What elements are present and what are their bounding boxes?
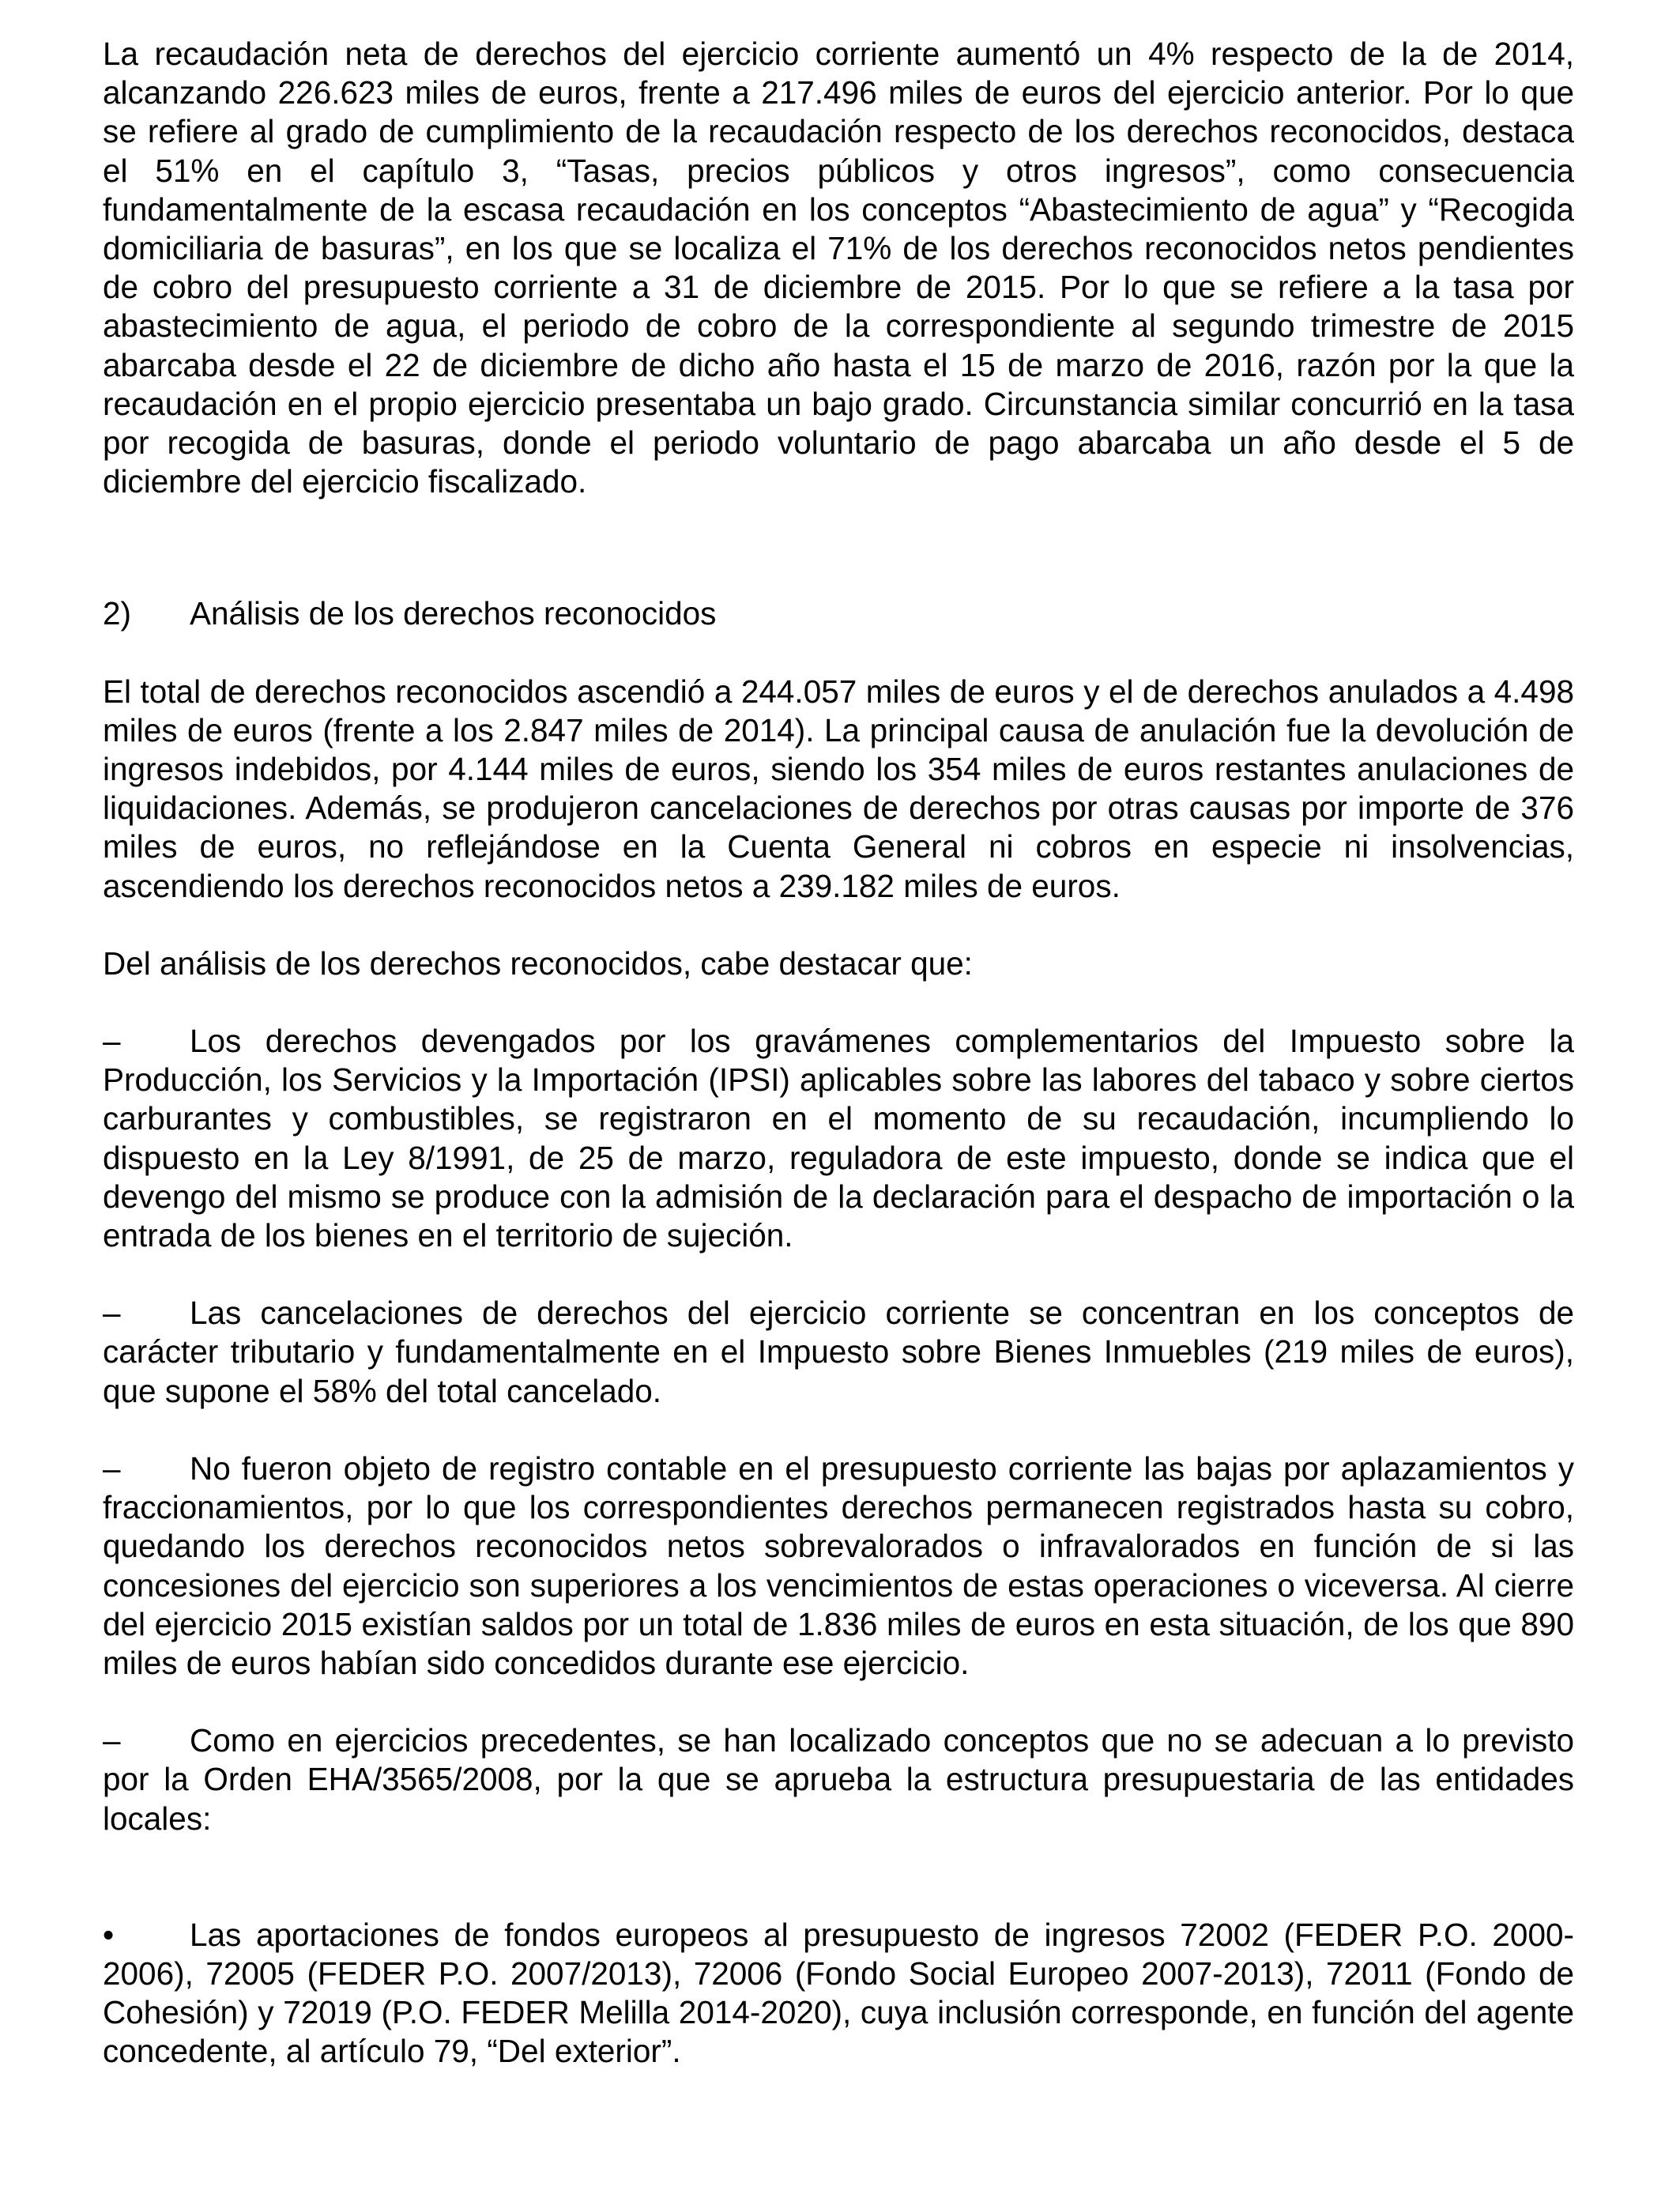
spacer — [103, 906, 1574, 944]
bullet-item-text: Las aportaciones de fondos europeos al presupuesto de ingresos 72002 (FEDER P.O. 2000-2006), 72005 (FEDER P.O. 2007/2013), 72006 (Fondo Social Europeo 2007-2013), 72011 (Fondo de Cohesión) y 72019 (P.O. FEDER Melilla 2014-2020), cuya inclusión corresponde, en función del agente concedente, al artículo 79, “Del exterior”. — [103, 1916, 1574, 2070]
spacer — [103, 501, 1574, 594]
bullet-marker: • — [103, 1916, 115, 1953]
spacer — [103, 983, 1574, 1022]
dash-marker: – — [103, 1023, 121, 1060]
dash-item-text: Los derechos devengados por los gravámenes complementarios del Impuesto sobre la Producción, los Servicios y la Importación (IPSI) aplicables sobre las labores del tabaco y sobre ciertos carburantes y combustibles, se registraron en el momento de su recaudación, incumpliendo lo dispuesto en la Ley 8/1991, de 25 de marzo, reguladora de este impuesto, donde se indica que el devengo del mismo se produce con la admisión de la declaración para el despacho de importación o la entrada de los bienes en el territorio de sujeción. — [103, 1023, 1574, 1254]
dash-item-1 — [103, 1022, 1574, 1255]
dash-item-text: Como en ejercicios precedentes, se han localizado conceptos que no se adecuan a lo previsto por la Orden EHA/3565/2008, por la que se aprueba la estructura presupuestaria de las entidades locales: — [103, 1722, 1574, 1837]
bullet-item-1 — [103, 1916, 1574, 2071]
document-page — [103, 35, 1574, 2071]
spacer — [103, 1255, 1574, 1294]
section-title: Análisis de los derechos reconocidos — [190, 595, 717, 632]
dash-item-text: Las cancelaciones de derechos del ejercicio corriente se concentran en los conceptos de carácter tributario y fundamentalmente en el Impuesto sobre Bienes Inmuebles (219 miles de euros), que supone el 58% del total cancelado. — [103, 1295, 1574, 1409]
dash-item-text: No fueron objeto de registro contable en el presupuesto corriente las bajas por aplazamientos y fraccionamientos, por lo que los correspondientes derechos permanecen registrados hasta su cobro, quedando los derechos reconocidos netos sobrevalorados o infravalorados en función de si las concesiones del ejercicio son superiores a los vencimientos de estas operaciones o viceversa. Al cierre del ejercicio 2015 existían saldos por un total de 1.836 miles de euros en esta situación, de los que 890 miles de euros habían sido concedidos durante ese ejercicio. — [103, 1449, 1574, 1681]
dash-marker: – — [103, 1295, 121, 1332]
dash-item-2 — [103, 1294, 1574, 1411]
dash-item-4 — [103, 1721, 1574, 1838]
spacer — [103, 1411, 1574, 1449]
spacer — [103, 634, 1574, 673]
section-number: 2) — [103, 595, 132, 632]
dash-marker: – — [103, 1449, 121, 1487]
intro-paragraph: La recaudación neta de derechos del ejercicio corriente aumentó un 4% respecto de la de 2014, alcanzando 226.623 miles de euros, frente a 217.496 miles de euros del ejercicio anterior. Por lo que se refiere al grado de cumplimiento de la recaudación respecto de los derechos reconocidos, destaca el 51% en el capítulo 3, “Tasas, precios públicos y otros ingresos”, como consecuencia fundamentalmente de la escasa recaudación en los conceptos “Abastecimiento de agua” y “Recogida domiciliaria de basuras”, en los que se localiza el 71% de los derechos reconocidos netos pendientes de cobro del presupuesto corriente a 31 de diciembre de 2015. Por lo que se refiere a la tasa por abastecimiento de agua, el periodo de cobro de la correspondiente al segundo trimestre de 2015 abarcaba desde el 22 de diciembre de dicho año hasta el 15 de marzo de 2016, razón por la que la recaudación en el propio ejercicio presentaba un bajo grado. Circunstancia similar concurrió en la tasa por recogida de basuras, donde el periodo voluntario de pago abarcaba un año desde el 5 de diciembre del ejercicio fiscalizado. — [103, 36, 1574, 500]
section-heading — [103, 594, 1574, 633]
spacer — [103, 1838, 1574, 1916]
lead-in-paragraph: Del análisis de los derechos reconocidos, cabe destacar que: — [103, 944, 973, 982]
spacer — [103, 1683, 1574, 1721]
section-paragraph: El total de derechos reconocidos ascendió a 244.057 miles de euros y el de derechos anulados a 4.498 miles de euros (frente a los 2.847 miles de 2014). La principal causa de anulación fue la devolución de ingresos indebidos, por 4.144 miles de euros, siendo los 354 miles de euros restantes anulaciones de liquidaciones. Además, se produjeron cancelaciones de derechos por otras causas por importe de 376 miles de euros, no reflejándose en la Cuenta General ni cobros en especie ni insolvencias, ascendiendo los derechos reconocidos netos a 239.182 miles de euros. — [103, 673, 1574, 904]
dash-item-3 — [103, 1449, 1574, 1683]
dash-marker: – — [103, 1722, 121, 1759]
